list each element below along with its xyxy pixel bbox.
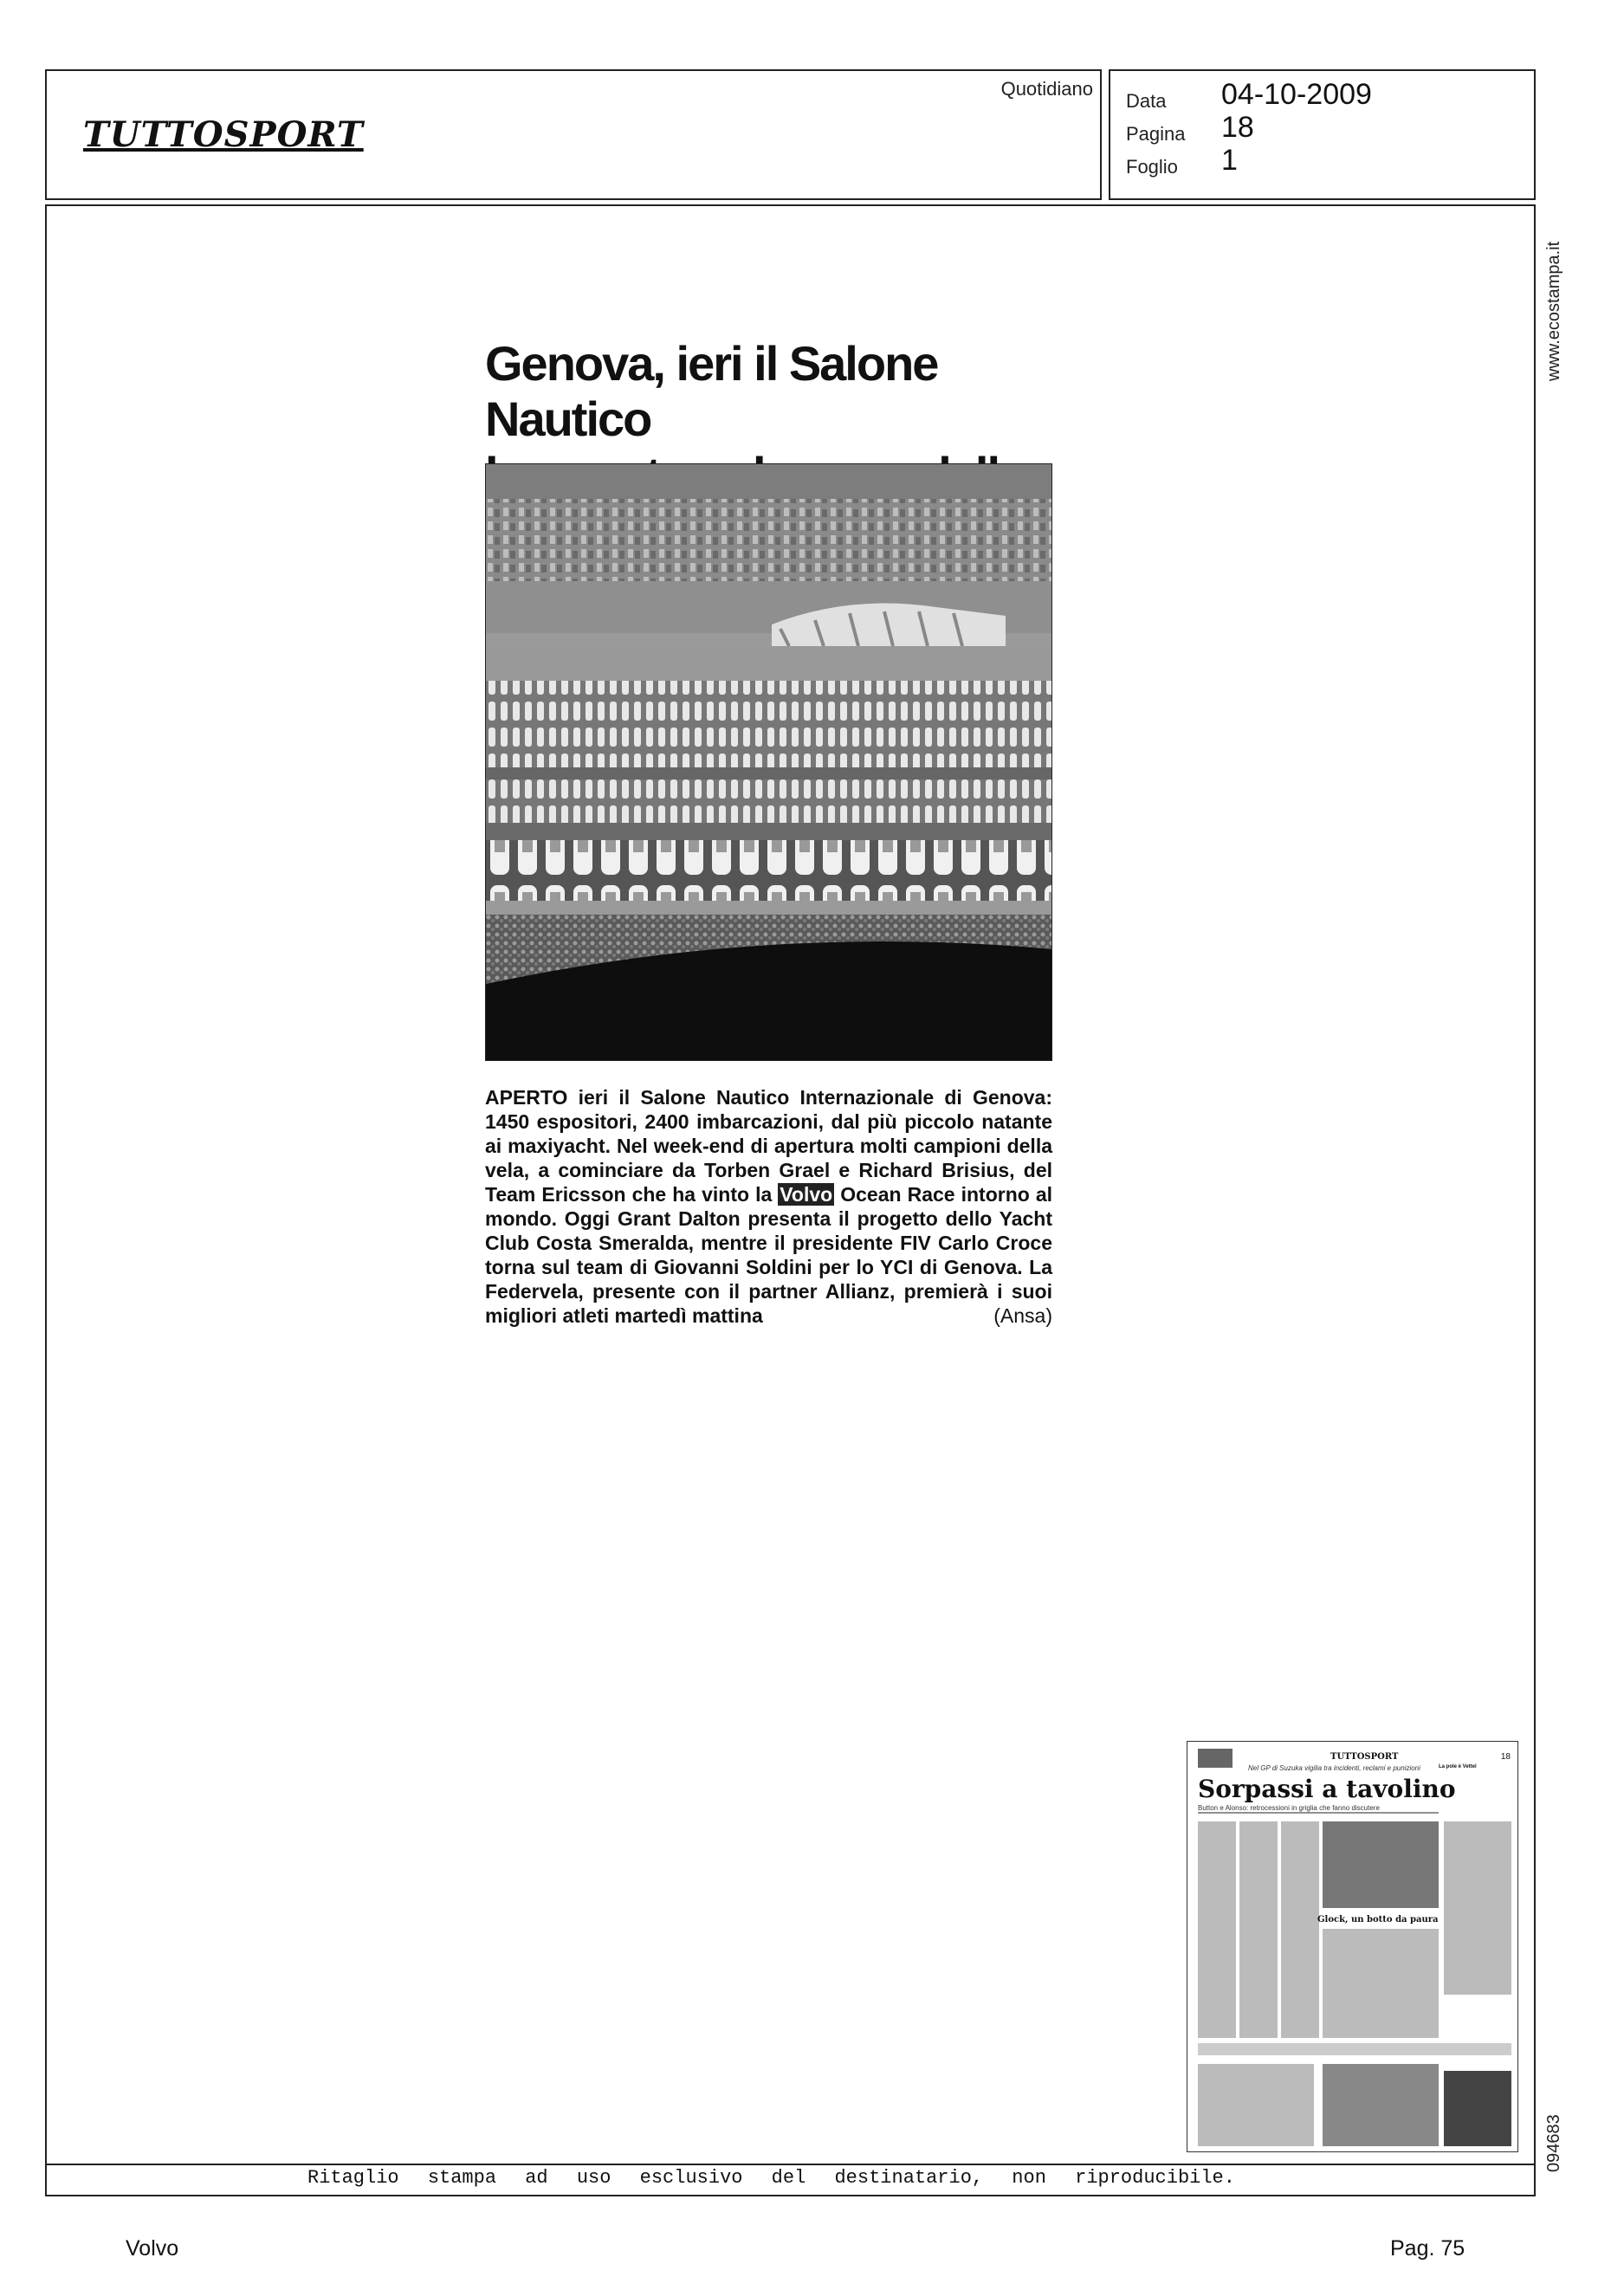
sheet-label: Foglio bbox=[1126, 156, 1178, 178]
headline-line-1: Genova, ieri il Salone Nautico bbox=[485, 336, 938, 446]
thumbnail-page-number: 18 bbox=[1500, 1752, 1511, 1762]
clipping-code: 094683 bbox=[1544, 2114, 1563, 2172]
document-page-number: Pag. 75 bbox=[1390, 2236, 1465, 2261]
thumbnail-caption: Glock, un botto da paura bbox=[1317, 1915, 1439, 1924]
harbor-photo bbox=[485, 463, 1052, 1061]
page-label: Pagina bbox=[1126, 123, 1186, 145]
thumbnail-kicker: Nel GP di Suzuka vigilia tra incidenti, reclami e punizioni bbox=[1248, 1764, 1420, 1772]
article-body bbox=[485, 1085, 1052, 1328]
date-label: Data bbox=[1126, 90, 1167, 112]
article-source: (Ansa) bbox=[993, 1304, 1052, 1327]
header-meta-box bbox=[1109, 69, 1536, 200]
newspaper-logo: TUTTOSPORT bbox=[83, 114, 364, 155]
sheet-value: 1 bbox=[1221, 144, 1238, 177]
reproduction-notice: Ritaglio stampa ad uso esclusivo del destinatario, non riproducibile. bbox=[307, 2167, 1235, 2189]
header-masthead-box bbox=[45, 69, 1102, 200]
harbor-photo-image bbox=[486, 464, 1052, 1061]
body-text-start: APERTO ieri il Salone Nautico Internazionale di Genova: 1450 espositori, 2400 imbarcazioni, dal più piccolo natante ai maxiyacht. Nel week-end di apertura molti campioni della vela, a cominciare da Torben Grael e Richard Brisius, del Team Ericsson che ha vinto la bbox=[485, 1086, 1052, 1206]
thumbnail-masthead: TUTTOSPORT bbox=[1330, 1752, 1399, 1762]
thumbnail-sidebar-head: La pole è Vettel bbox=[1439, 1764, 1477, 1769]
publication-type: Quotidiano bbox=[1000, 78, 1093, 100]
client-keyword: Volvo bbox=[126, 2236, 179, 2261]
body-text-end: Ocean Race intorno al mondo. Oggi Grant Dalton presenta il progetto dello Yacht Club Costa Smeralda, mentre il presidente FIV Carlo Croce torna sul team di Giovanni Soldini per lo YCI di Genova. La Federvela, presente con il partner Allianz, premierà i suoi migliori atleti martedì mattina bbox=[485, 1183, 1053, 1327]
keyword-highlight: Volvo bbox=[780, 1183, 833, 1206]
page-value: 18 bbox=[1221, 111, 1254, 144]
page-thumbnail bbox=[1187, 1741, 1518, 2152]
source-url: www.ecostampa.it bbox=[1544, 241, 1563, 381]
thumbnail-title: Sorpassi a tavolino bbox=[1198, 1775, 1456, 1803]
date-value: 04-10-2009 bbox=[1221, 78, 1372, 111]
thumbnail-subtitle: Button e Alonso: retrocessioni in griglia che fanno discutere bbox=[1198, 1804, 1380, 1812]
